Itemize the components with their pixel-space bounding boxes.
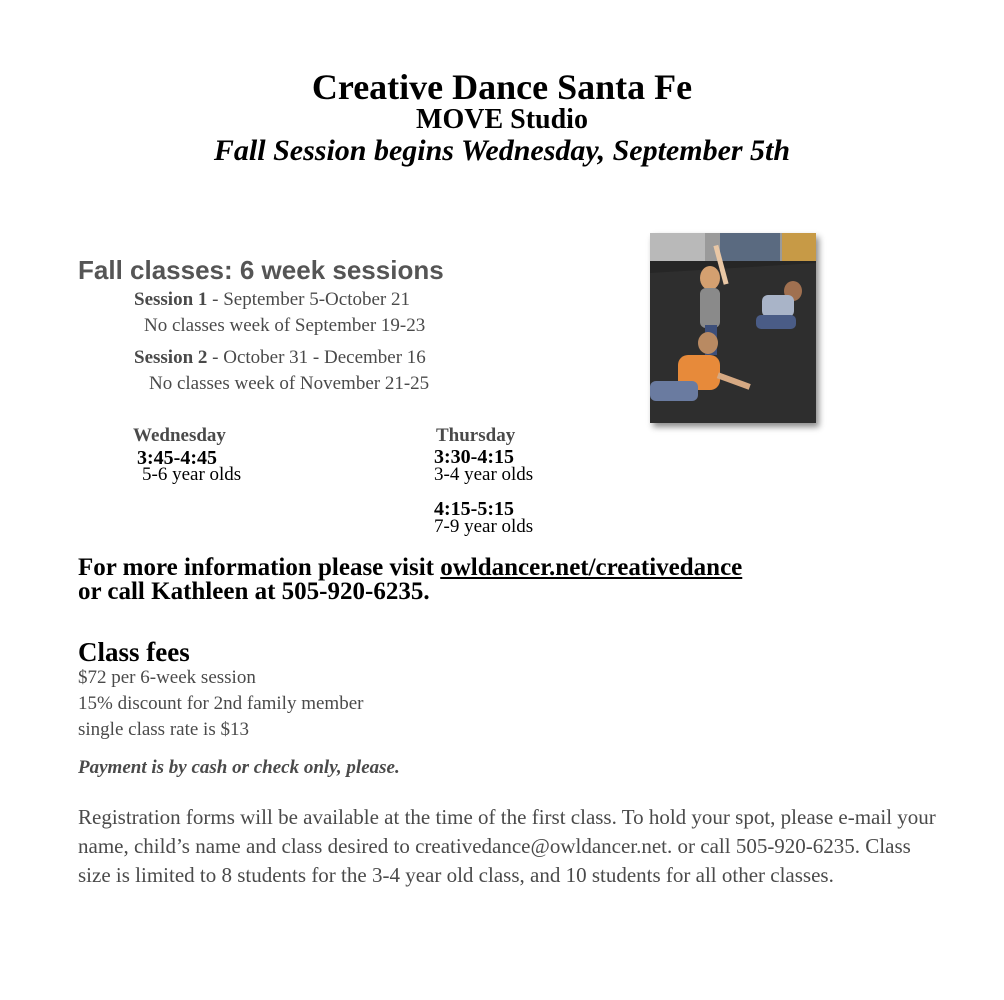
children-dancing-photo (650, 233, 816, 423)
thursday-time-2: 4:15-5:15 (434, 498, 514, 520)
session-1-label: Session 1 (134, 289, 208, 310)
studio-name: MOVE Studio (416, 104, 588, 135)
info-prefix: For more information please visit (78, 554, 441, 581)
fee-item: 15% discount for 2nd family member (78, 693, 364, 714)
session-start: Fall Session begins Wednesday, September 5th (213, 134, 791, 167)
session-1-note: No classes week of September 19-23 (144, 315, 426, 336)
wednesday-ages: 5-6 year olds (142, 464, 242, 485)
session-2-label: Session 2 (134, 347, 208, 368)
page-title: Creative Dance Santa Fe (311, 67, 693, 107)
fall-classes-heading: Fall classes: 6 week sessions (78, 255, 444, 285)
session-2-dates: - October 31 - December 16 (207, 347, 426, 368)
session-2-line (134, 347, 426, 369)
session-2-note: No classes week of November 21-25 (149, 373, 430, 394)
thursday-label: Thursday (436, 425, 516, 446)
registration-paragraph: Registration forms will be available at the time of the first class. To hold your spot, please e-mail your name, child’s name and class desired to creativedance@owldancer.net. or call 505-920-6235. Class size is limited to 8 students for the 3-4 year old class, and 10 students for all other classes. (78, 805, 936, 887)
session-1-line (134, 289, 410, 311)
website-link[interactable]: owldancer.net/creativedance (440, 554, 743, 581)
wednesday-label: Wednesday (133, 425, 226, 446)
thursday-time-1: 3:30-4:15 (434, 446, 514, 468)
fee-item: single class rate is $13 (78, 719, 249, 740)
info-line-2: or call Kathleen at 505-920-6235. (78, 578, 430, 605)
thursday-ages-1: 3-4 year olds (434, 464, 534, 485)
session-1-dates: - September 5-October 21 (207, 289, 410, 310)
thursday-ages-2: 7-9 year olds (434, 516, 534, 537)
fee-item: $72 per 6-week session (78, 667, 256, 688)
wednesday-time: 3:45-4:45 (137, 447, 217, 469)
payment-note: Payment is by cash or check only, please. (78, 757, 400, 778)
class-fees-heading: Class fees (78, 637, 190, 667)
